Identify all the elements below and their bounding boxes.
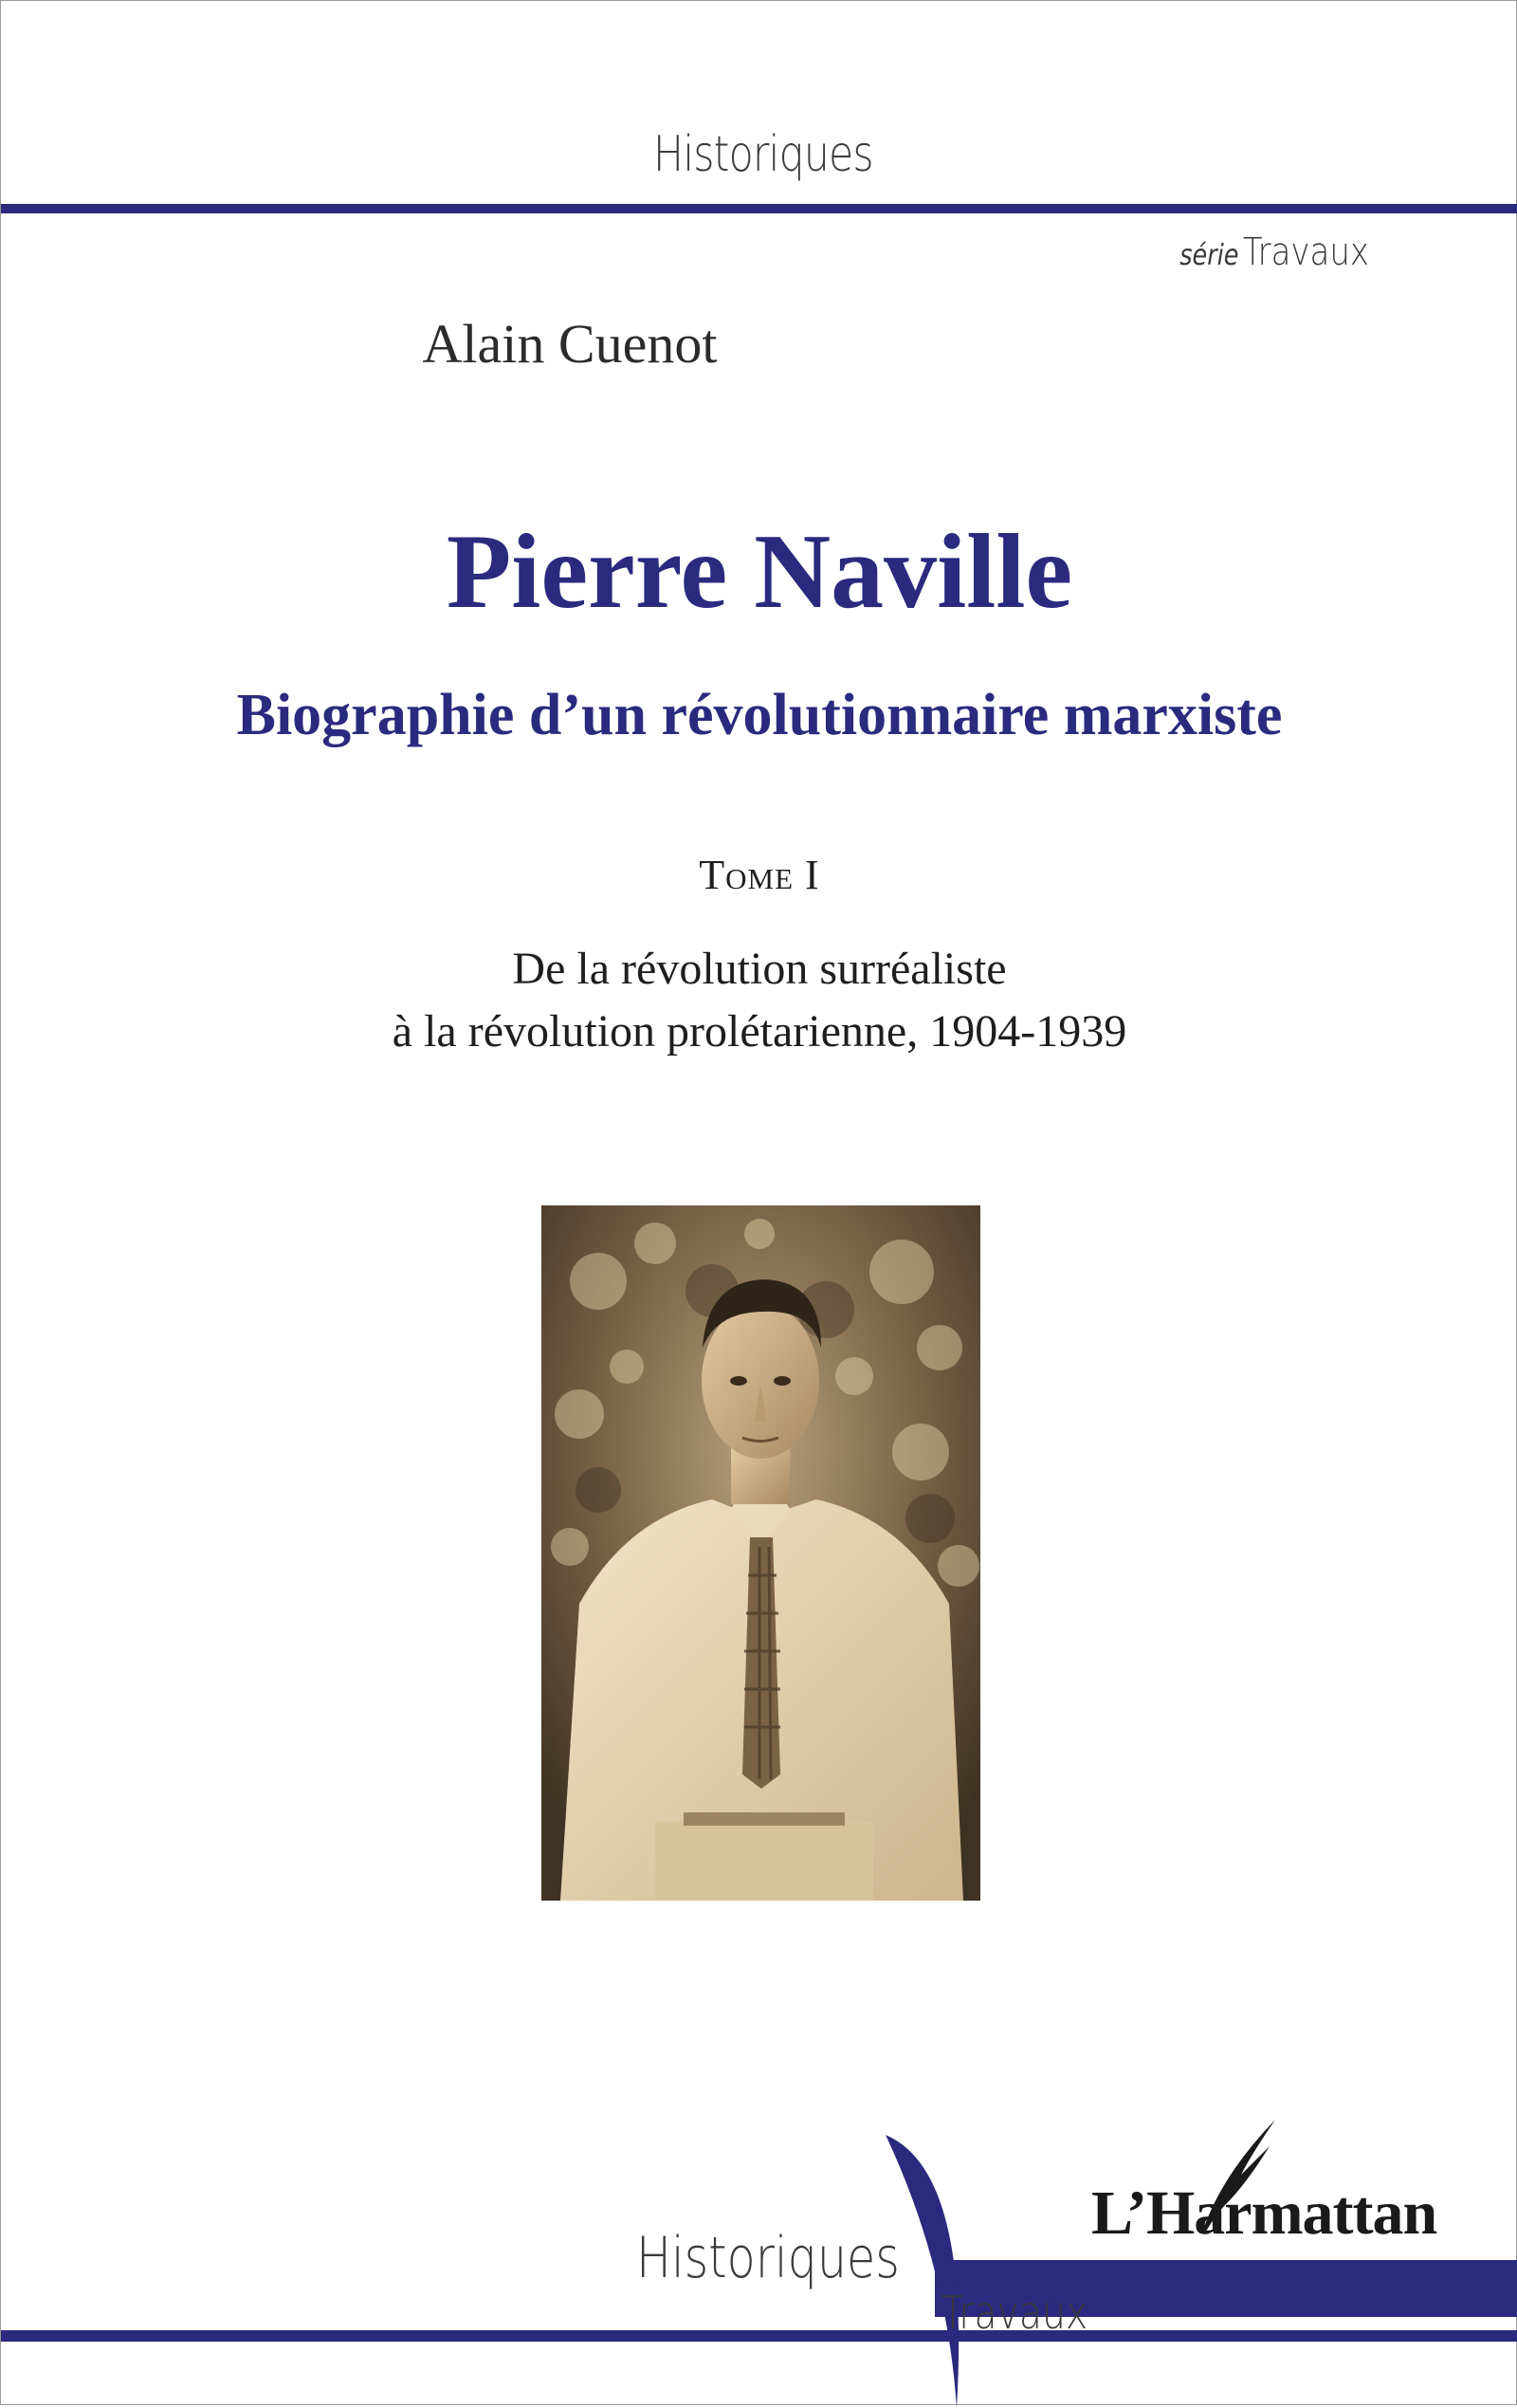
subseries-bottom: Travaux [941, 2287, 1088, 2340]
volume-subtitle-line-2: à la révolution prolétarienne, 1904-1939 [392, 1006, 1127, 1057]
series-name-top: Historiques [653, 126, 873, 183]
subseries-prefix: série [1179, 239, 1239, 272]
book-subtitle: Biographie d’un révolutionnaire marxiste [236, 683, 1283, 747]
bottom-rule [1, 2330, 1517, 2342]
subseries-name: Travaux [1242, 230, 1369, 274]
subseries-top [1179, 230, 1369, 274]
top-rule [1, 204, 1517, 213]
book-title: Pierre Naville [446, 513, 1073, 631]
author-name: Alain Cuenot [422, 313, 718, 375]
publisher-name: L’Harmattan [1091, 2178, 1437, 2248]
volume-subtitle [1, 938, 1517, 1063]
series-name-bottom: Historiques [636, 2225, 900, 2291]
volume-label: Tome I [699, 852, 820, 898]
portrait-photo [541, 1205, 980, 1901]
volume-subtitle-line-1: De la révolution surréaliste [512, 944, 1007, 994]
